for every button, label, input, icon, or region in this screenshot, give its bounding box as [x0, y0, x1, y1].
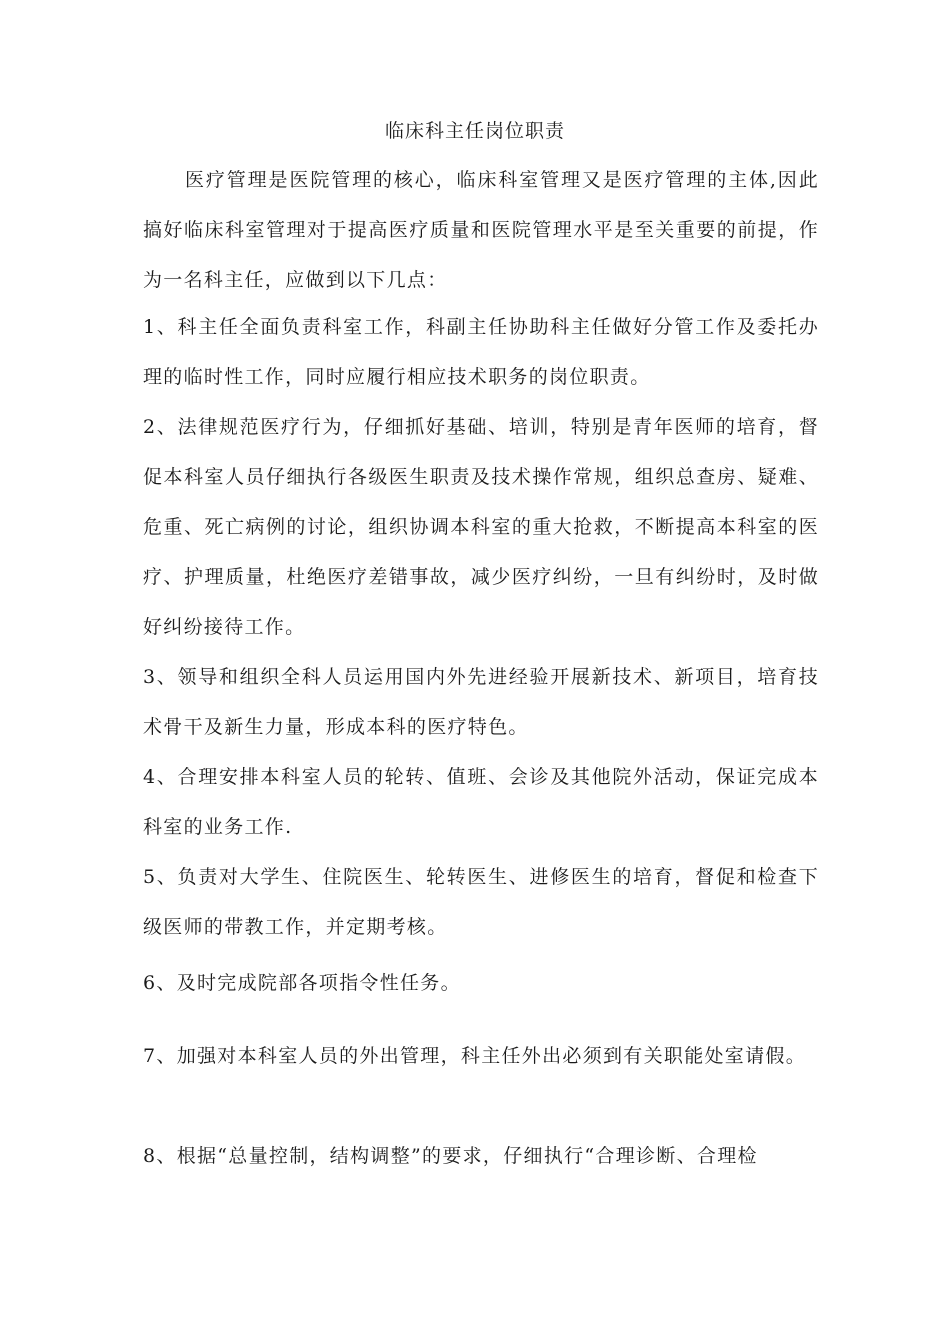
duty-item-3: 3、领导和组织全科人员运用国内外先进经验开展新技术、新项目，培育技术骨干及新生力量，形成本科的医疗特色。 [143, 666, 819, 738]
duty-item-5: 5、负责对大学生、住院医生、轮转医生、进修医生的培育，督促和检查下级医师的带教工作，并定期考核。 [143, 866, 819, 938]
duty-item-1: 1、科主任全面负责科室工作，科副主任协助科主任做好分管工作及委托办理的临时性工作，同时应履行相应技术职务的岗位职责。 [143, 316, 819, 388]
intro-paragraph: 医疗管理是医院管理的核心，临床科室管理又是医疗管理的主体,因此搞好临床科室管理对于提高医疗质量和医院管理水平是至关重要的前提，作为一名科主任，应做到以下几点： [143, 169, 819, 291]
duty-item-7: 7、加强对本科室人员的外出管理，科主任外出必须到有关职能处室请假。 [143, 1045, 806, 1067]
duty-item-8: 8、根据“总量控制，结构调整”的要求，仔细执行“合理诊断、合理检 [143, 1145, 758, 1167]
duty-item-2: 2、法律规范医疗行为，仔细抓好基础、培训，特别是青年医师的培育，督促本科室人员仔细执行各级医生职责及技术操作常规，组织总查房、疑难、危重、死亡病例的讨论，组织协调本科室的重大抢救，不断提高本科室的医疗、护理质量，杜绝医疗差错事故，减少医疗纠纷，一旦有纠纷时，及时做好纠纷接待工作。 [143, 416, 819, 638]
duty-item-6: 6、及时完成院部各项指令性任务。 [143, 972, 461, 994]
duty-item-4: 4、合理安排本科室人员的轮转、值班、会诊及其他院外活动，保证完成本科室的业务工作. [143, 766, 819, 838]
document-title: 临床科主任岗位职责 [384, 120, 565, 142]
